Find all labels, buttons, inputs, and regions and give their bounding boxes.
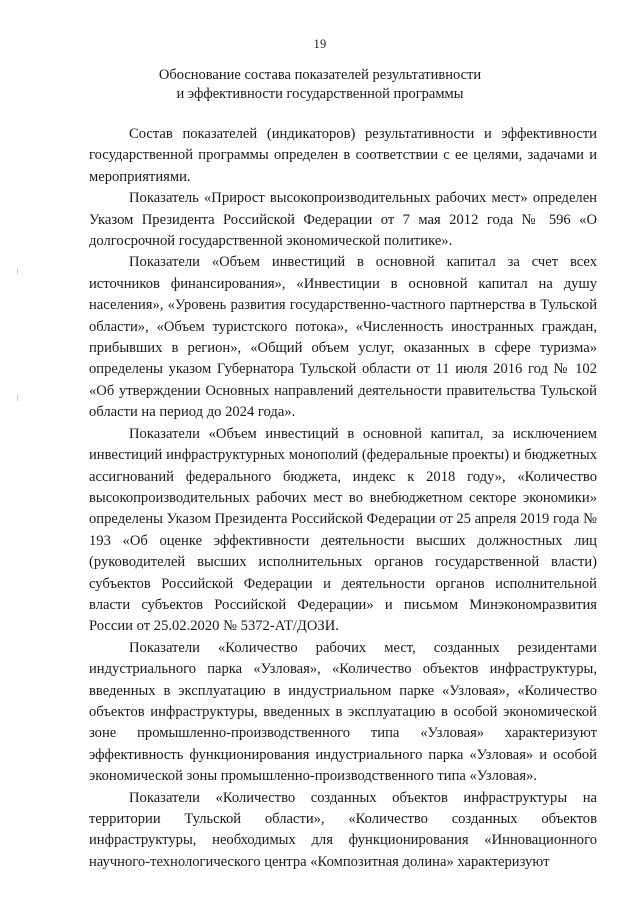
- scan-margin-mark: [17, 395, 18, 401]
- paragraph-high-productivity-jobs: Показатель «Прирост высокопроизводительных рабочих мест» определен Указом Президента Российской Федерации от 7 мая 2012 года № 596 «О долгосрочной государственной экономической политике».: [89, 190, 597, 250]
- paragraph-federal-decree-indicators: Показатели «Объем инвестиций в основной капитал, за исключением инвестиций инфраструктурных монополий (федеральные проекты) и бюджетных ассигнований федерального бюджета, индекс к 2018 году», «Количество высокопроизводительных рабочих мест во внебюджетном секторе экономики» определены Указом Президента Российской Федерации от 25 апреля 2019 года № 193 «Об оценке эффективности деятельности высших должностных лиц (руководителей высших исполнительных органов государственной власти) субъектов Российской Федерации и деятельности органов исполнительной власти субъектов Российской Федерации» и письмом Минэкономразвития России от 25.02.2020 № 5372-АТ/ДОЗИ.: [89, 425, 597, 635]
- section-heading-line-2: и эффективности государственной программы: [176, 86, 464, 102]
- scan-margin-mark: [17, 268, 18, 274]
- paragraph-composition: Состав показателей (индикаторов) результативности и эффективности государственной программы определен в соответствии с ее целями, задачами и мероприятиями.: [89, 126, 597, 185]
- paragraph-uzlovaya-indicators: Показатели «Количество рабочих мест, созданных резидентами индустриального парка «Узловая», «Количество объектов инфраструктуры, введенных в эксплуатацию в индустриальном парке «Узловая», «Количество объектов инфраструктуры, введенных в эксплуатацию в особой экономической зоне промышленно-производственного типа «Узловая» характеризуют эффективность функционирования индустриального парка «Узловая» и особой экономической зоны промышленно-производственного типа «Узловая».: [89, 639, 597, 785]
- paragraph-investment-indicators: Показатели «Объем инвестиций в основной капитал за счет всех источников финансирования», «Инвестиции в основной капитал на душу населения», «Уровень развития государственно-частного партнерства в Тульской области», «Объем туристского потока», «Численность иностранных граждан, прибывших в регион», «Общий объем услуг, оказанных в сфере туризма» определены указом Губернатора Тульской области от 11 июля 2016 год № 102 «Об утверждении Основных направлений деятельности правительства Тульской области на период до 2024 года».: [89, 254, 597, 421]
- section-heading-line-1: Обоснование состава показателей результативности: [158, 67, 482, 83]
- body-text: [89, 124, 597, 873]
- page-number: 19: [313, 37, 327, 51]
- paragraph-infrastructure-indicators: Показатели «Количество созданных объектов инфраструктуры на территории Тульской области», «Количество созданных объектов инфраструктуры, необходимых для функционирования «Инновационного научного-технологического центра «Композитная долина» характеризуют: [89, 789, 597, 870]
- section-heading: [60, 66, 580, 104]
